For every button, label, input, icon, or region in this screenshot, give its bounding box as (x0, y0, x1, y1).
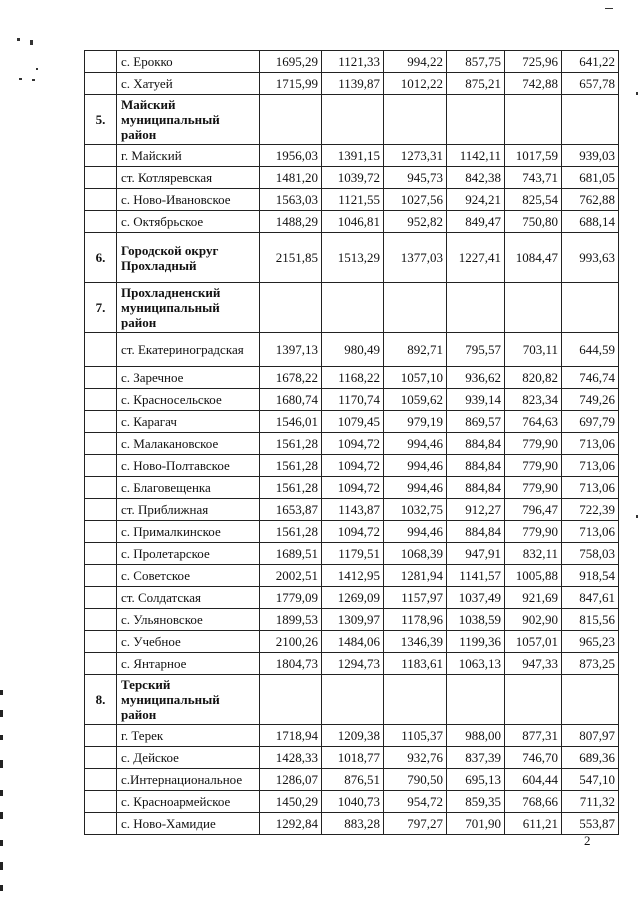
settlement-row (85, 769, 619, 791)
value-cell: 1179,51 (322, 543, 384, 565)
settlement-name-cell: с. Учебное (117, 631, 260, 653)
district-header-row (85, 233, 619, 283)
value-cell (384, 283, 447, 333)
value-cell: 884,84 (447, 433, 505, 455)
value-cell: 1689,51 (260, 543, 322, 565)
settlement-name-cell: ст. Котляревская (117, 167, 260, 189)
row-number-cell (85, 747, 117, 769)
settlement-name-cell: с. Ерокко (117, 51, 260, 73)
scan-speck (636, 515, 638, 518)
settlement-row (85, 189, 619, 211)
value-cell (447, 675, 505, 725)
value-cell: 954,72 (384, 791, 447, 813)
settlement-row (85, 389, 619, 411)
value-cell: 807,97 (562, 725, 619, 747)
value-cell: 713,06 (562, 433, 619, 455)
value-cell: 1281,94 (384, 565, 447, 587)
settlement-row (85, 653, 619, 675)
value-cell: 1346,39 (384, 631, 447, 653)
value-cell: 876,51 (322, 769, 384, 791)
value-cell: 1142,11 (447, 145, 505, 167)
row-number-cell (85, 477, 117, 499)
value-cell: 1039,72 (322, 167, 384, 189)
value-cell: 952,82 (384, 211, 447, 233)
value-cell: 936,62 (447, 367, 505, 389)
value-cell: 1804,73 (260, 653, 322, 675)
row-number-cell (85, 389, 117, 411)
settlement-row (85, 477, 619, 499)
value-cell: 1715,99 (260, 73, 322, 95)
value-cell: 918,54 (562, 565, 619, 587)
value-cell: 994,46 (384, 455, 447, 477)
value-cell: 837,39 (447, 747, 505, 769)
row-number-cell (85, 211, 117, 233)
settlement-row (85, 521, 619, 543)
value-cell: 1391,15 (322, 145, 384, 167)
value-cell: 743,71 (505, 167, 562, 189)
district-name-cell: Терский муниципальный район (117, 675, 260, 725)
value-cell: 701,90 (447, 813, 505, 835)
settlement-name-cell: с. Красноармейское (117, 791, 260, 813)
value-cell: 611,21 (505, 813, 562, 835)
value-cell: 758,03 (562, 543, 619, 565)
value-cell: 1094,72 (322, 521, 384, 543)
value-cell: 1178,96 (384, 609, 447, 631)
value-cell: 749,26 (562, 389, 619, 411)
value-cell: 1513,29 (322, 233, 384, 283)
value-cell: 1183,61 (384, 653, 447, 675)
value-cell: 877,31 (505, 725, 562, 747)
value-cell: 825,54 (505, 189, 562, 211)
value-cell: 1561,28 (260, 455, 322, 477)
value-cell: 980,49 (322, 333, 384, 367)
district-header-row (85, 95, 619, 145)
value-cell: 2100,26 (260, 631, 322, 653)
page-number: 2 (584, 833, 591, 848)
settlement-name-cell: с.Интернациональное (117, 769, 260, 791)
value-cell: 1084,47 (505, 233, 562, 283)
value-cell: 892,71 (384, 333, 447, 367)
value-cell: 869,57 (447, 411, 505, 433)
value-cell: 820,82 (505, 367, 562, 389)
value-cell: 1397,13 (260, 333, 322, 367)
value-cell: 815,56 (562, 609, 619, 631)
value-cell: 884,84 (447, 477, 505, 499)
district-header-row (85, 283, 619, 333)
row-number-cell: 5. (85, 95, 117, 145)
value-cell (384, 675, 447, 725)
value-cell: 1141,57 (447, 565, 505, 587)
value-cell: 1563,03 (260, 189, 322, 211)
value-cell: 849,47 (447, 211, 505, 233)
value-cell: 681,05 (562, 167, 619, 189)
value-cell: 1294,73 (322, 653, 384, 675)
value-cell: 902,90 (505, 609, 562, 631)
table-body (85, 51, 619, 835)
row-number-cell (85, 769, 117, 791)
value-cell: 912,27 (447, 499, 505, 521)
settlement-name-cell: с. Дейское (117, 747, 260, 769)
settlement-row (85, 791, 619, 813)
scan-edge-mark (0, 735, 3, 740)
row-number-cell: 6. (85, 233, 117, 283)
row-number-cell (85, 51, 117, 73)
value-cell (260, 283, 322, 333)
value-cell: 947,33 (505, 653, 562, 675)
scan-edge-mark (0, 840, 3, 846)
value-cell: 924,21 (447, 189, 505, 211)
row-number-cell (85, 521, 117, 543)
value-cell: 939,14 (447, 389, 505, 411)
value-cell: 1057,01 (505, 631, 562, 653)
row-number-cell (85, 333, 117, 367)
scan-edge-mark (0, 760, 3, 768)
district-name-cell: Майский муниципальный район (117, 95, 260, 145)
value-cell: 641,22 (562, 51, 619, 73)
value-cell: 1168,22 (322, 367, 384, 389)
value-cell (384, 95, 447, 145)
row-number-cell (85, 609, 117, 631)
settlement-row (85, 455, 619, 477)
row-number-cell (85, 367, 117, 389)
settlement-row (85, 587, 619, 609)
value-cell: 742,88 (505, 73, 562, 95)
settlement-row (85, 499, 619, 521)
value-cell: 1899,53 (260, 609, 322, 631)
value-cell: 2151,85 (260, 233, 322, 283)
value-cell: 1779,09 (260, 587, 322, 609)
scan-speck (32, 79, 35, 81)
value-cell: 1040,73 (322, 791, 384, 813)
value-cell: 797,27 (384, 813, 447, 835)
row-number-cell (85, 411, 117, 433)
value-cell: 1143,87 (322, 499, 384, 521)
value-cell: 779,90 (505, 477, 562, 499)
value-cell: 1412,95 (322, 565, 384, 587)
value-cell: 1286,07 (260, 769, 322, 791)
value-cell: 1377,03 (384, 233, 447, 283)
value-cell: 750,80 (505, 211, 562, 233)
value-cell: 689,36 (562, 747, 619, 769)
row-number-cell (85, 189, 117, 211)
value-cell (505, 675, 562, 725)
row-number-cell (85, 791, 117, 813)
scan-speck (19, 78, 22, 80)
value-cell (562, 283, 619, 333)
row-number-cell: 8. (85, 675, 117, 725)
scan-speck (36, 68, 38, 70)
settlement-name-cell: с. Хатуей (117, 73, 260, 95)
value-cell: 1561,28 (260, 433, 322, 455)
value-cell: 1170,74 (322, 389, 384, 411)
settlement-row (85, 631, 619, 653)
settlement-row (85, 411, 619, 433)
value-cell: 979,19 (384, 411, 447, 433)
value-cell: 1292,84 (260, 813, 322, 835)
value-cell: 1012,22 (384, 73, 447, 95)
value-cell (562, 95, 619, 145)
value-cell: 873,25 (562, 653, 619, 675)
value-cell: 1121,33 (322, 51, 384, 73)
value-cell: 746,70 (505, 747, 562, 769)
settlement-row (85, 433, 619, 455)
settlement-row (85, 333, 619, 367)
scan-edge-mark (0, 862, 3, 870)
value-cell: 1094,72 (322, 455, 384, 477)
value-cell: 1481,20 (260, 167, 322, 189)
value-cell: 832,11 (505, 543, 562, 565)
value-cell: 1561,28 (260, 521, 322, 543)
value-cell: 988,00 (447, 725, 505, 747)
value-cell: 746,74 (562, 367, 619, 389)
value-cell: 1018,77 (322, 747, 384, 769)
value-cell: 1199,36 (447, 631, 505, 653)
settlement-name-cell: с. Янтарное (117, 653, 260, 675)
scan-edge-mark (0, 690, 3, 695)
value-cell: 1309,97 (322, 609, 384, 631)
value-cell (322, 283, 384, 333)
value-cell: 945,73 (384, 167, 447, 189)
value-cell: 947,91 (447, 543, 505, 565)
value-cell (447, 95, 505, 145)
value-cell: 1653,87 (260, 499, 322, 521)
scan-edge-mark (0, 885, 3, 891)
value-cell: 703,11 (505, 333, 562, 367)
value-cell: 875,21 (447, 73, 505, 95)
settlement-name-cell: с. Ново-Полтавское (117, 455, 260, 477)
value-cell: 1046,81 (322, 211, 384, 233)
value-cell: 713,06 (562, 455, 619, 477)
value-cell: 932,76 (384, 747, 447, 769)
value-cell: 859,35 (447, 791, 505, 813)
value-cell (260, 675, 322, 725)
value-cell: 725,96 (505, 51, 562, 73)
value-cell (505, 283, 562, 333)
scan-edge-mark (0, 790, 3, 796)
settlement-row (85, 609, 619, 631)
value-cell: 1139,87 (322, 73, 384, 95)
value-cell: 713,06 (562, 521, 619, 543)
settlement-row (85, 565, 619, 587)
settlement-name-cell: ст. Солдатская (117, 587, 260, 609)
value-cell: 1680,74 (260, 389, 322, 411)
row-number-cell (85, 167, 117, 189)
value-cell: 695,13 (447, 769, 505, 791)
settlement-name-cell: с. Октябрьское (117, 211, 260, 233)
settlement-name-cell: с. Карагач (117, 411, 260, 433)
value-cell: 1057,10 (384, 367, 447, 389)
value-cell: 722,39 (562, 499, 619, 521)
value-cell (505, 95, 562, 145)
settlement-name-cell: с. Заречное (117, 367, 260, 389)
value-cell: 790,50 (384, 769, 447, 791)
row-number-cell (85, 499, 117, 521)
value-cell: 1488,29 (260, 211, 322, 233)
settlement-row (85, 211, 619, 233)
value-cell: 1017,59 (505, 145, 562, 167)
value-cell (322, 675, 384, 725)
value-cell: 1561,28 (260, 477, 322, 499)
value-cell: 1038,59 (447, 609, 505, 631)
district-name-cell: Городской округ Прохладный (117, 233, 260, 283)
value-cell: 842,38 (447, 167, 505, 189)
settlement-name-cell: с. Красносельское (117, 389, 260, 411)
value-cell: 547,10 (562, 769, 619, 791)
value-cell: 1094,72 (322, 433, 384, 455)
row-number-cell (85, 433, 117, 455)
settlement-row (85, 145, 619, 167)
settlement-name-cell: с. Ново-Хамидие (117, 813, 260, 835)
settlement-row (85, 725, 619, 747)
value-cell: 1209,38 (322, 725, 384, 747)
value-cell (562, 675, 619, 725)
settlement-name-cell: с. Прималкинское (117, 521, 260, 543)
value-cell: 1032,75 (384, 499, 447, 521)
value-cell: 657,78 (562, 73, 619, 95)
value-cell (260, 95, 322, 145)
value-cell: 847,61 (562, 587, 619, 609)
value-cell (447, 283, 505, 333)
value-cell: 1484,06 (322, 631, 384, 653)
value-cell: 644,59 (562, 333, 619, 367)
row-number-cell (85, 813, 117, 835)
value-cell: 1094,72 (322, 477, 384, 499)
settlement-row (85, 73, 619, 95)
scan-speck (17, 38, 20, 41)
row-number-cell (85, 653, 117, 675)
value-cell: 993,63 (562, 233, 619, 283)
value-cell: 883,28 (322, 813, 384, 835)
value-cell: 1450,29 (260, 791, 322, 813)
value-cell: 553,87 (562, 813, 619, 835)
settlement-row (85, 51, 619, 73)
scan-speck (30, 40, 33, 45)
scan-edge-mark (0, 812, 3, 819)
value-cell: 1956,03 (260, 145, 322, 167)
settlement-row (85, 367, 619, 389)
value-cell: 604,44 (505, 769, 562, 791)
settlement-name-cell: с. Ульяновское (117, 609, 260, 631)
settlement-name-cell: ст. Екатериноградская (117, 333, 260, 367)
value-cell: 884,84 (447, 455, 505, 477)
row-number-cell (85, 455, 117, 477)
value-cell: 795,57 (447, 333, 505, 367)
value-cell: 965,23 (562, 631, 619, 653)
value-cell: 1269,09 (322, 587, 384, 609)
settlement-row (85, 747, 619, 769)
value-cell: 1428,33 (260, 747, 322, 769)
value-cell: 762,88 (562, 189, 619, 211)
value-cell: 1157,97 (384, 587, 447, 609)
row-number-cell (85, 725, 117, 747)
value-cell: 1273,31 (384, 145, 447, 167)
row-number-cell (85, 565, 117, 587)
value-cell: 1037,49 (447, 587, 505, 609)
value-cell: 939,03 (562, 145, 619, 167)
value-cell: 711,32 (562, 791, 619, 813)
scan-speck (636, 92, 638, 95)
settlement-name-cell: с. Ново-Ивановское (117, 189, 260, 211)
district-header-row (85, 675, 619, 725)
settlement-name-cell: ст. Приближная (117, 499, 260, 521)
value-cell: 1059,62 (384, 389, 447, 411)
row-number-cell (85, 543, 117, 565)
value-cell: 921,69 (505, 587, 562, 609)
value-cell: 779,90 (505, 455, 562, 477)
value-cell: 1718,94 (260, 725, 322, 747)
settlement-name-cell: с. Советское (117, 565, 260, 587)
settlement-name-cell: г. Майский (117, 145, 260, 167)
value-cell: 1068,39 (384, 543, 447, 565)
settlement-name-cell: г. Терек (117, 725, 260, 747)
value-cell (322, 95, 384, 145)
district-name-cell: Прохладненский муниципальный район (117, 283, 260, 333)
value-cell: 994,46 (384, 433, 447, 455)
value-cell: 884,84 (447, 521, 505, 543)
value-cell: 1079,45 (322, 411, 384, 433)
value-cell: 764,63 (505, 411, 562, 433)
value-cell: 713,06 (562, 477, 619, 499)
value-cell: 1227,41 (447, 233, 505, 283)
value-cell: 994,46 (384, 521, 447, 543)
settlement-name-cell: с. Благовещенка (117, 477, 260, 499)
settlement-name-cell: с. Малакановское (117, 433, 260, 455)
value-cell: 994,22 (384, 51, 447, 73)
value-cell: 697,79 (562, 411, 619, 433)
tariff-table (84, 50, 619, 835)
value-cell: 1678,22 (260, 367, 322, 389)
value-cell: 1005,88 (505, 565, 562, 587)
value-cell: 779,90 (505, 433, 562, 455)
value-cell: 1027,56 (384, 189, 447, 211)
row-number-cell (85, 587, 117, 609)
value-cell: 1105,37 (384, 725, 447, 747)
value-cell: 1695,29 (260, 51, 322, 73)
row-number-cell (85, 73, 117, 95)
value-cell: 823,34 (505, 389, 562, 411)
row-number-cell (85, 145, 117, 167)
settlement-row (85, 167, 619, 189)
value-cell: 688,14 (562, 211, 619, 233)
value-cell: 1063,13 (447, 653, 505, 675)
value-cell: 768,66 (505, 791, 562, 813)
settlement-name-cell: с. Пролетарское (117, 543, 260, 565)
value-cell: 994,46 (384, 477, 447, 499)
row-number-cell: 7. (85, 283, 117, 333)
settlement-row (85, 813, 619, 835)
scan-speck (605, 8, 613, 9)
settlement-row (85, 543, 619, 565)
value-cell: 1121,55 (322, 189, 384, 211)
value-cell: 796,47 (505, 499, 562, 521)
value-cell: 857,75 (447, 51, 505, 73)
scan-edge-mark (0, 710, 3, 717)
value-cell: 779,90 (505, 521, 562, 543)
row-number-cell (85, 631, 117, 653)
value-cell: 1546,01 (260, 411, 322, 433)
value-cell: 2002,51 (260, 565, 322, 587)
